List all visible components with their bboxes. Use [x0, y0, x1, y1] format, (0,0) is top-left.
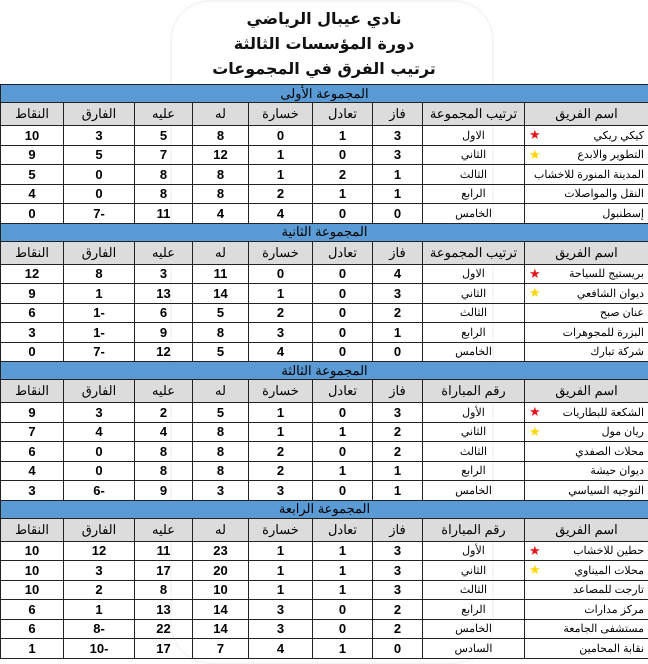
cell-lost: 0	[249, 126, 313, 146]
header-won: فاز	[373, 518, 423, 541]
cell-goals-against: 5	[135, 126, 193, 146]
cell-goals-against: 17	[135, 639, 193, 659]
cell-points: 5	[1, 165, 64, 185]
cell-rank: الخامس	[423, 204, 525, 224]
cell-team-name	[525, 303, 648, 323]
group-title: المجموعة الثانية	[1, 223, 648, 241]
table-row	[1, 342, 648, 362]
group-title: المجموعة الرابعة	[1, 500, 648, 518]
cell-drawn: 0	[313, 303, 373, 323]
cell-goal-diff: -6	[64, 481, 135, 501]
team-name: مركز مدارات	[584, 604, 644, 616]
cell-team-name	[525, 403, 648, 423]
cell-drawn: 1	[313, 580, 373, 600]
team-name: كيكي ريكي	[594, 130, 644, 142]
cell-goal-diff: 2	[64, 580, 135, 600]
cell-won: 1	[373, 165, 423, 185]
cell-points: 9	[1, 284, 64, 304]
cell-rank: الثاني	[423, 145, 525, 165]
cell-lost: 3	[249, 481, 313, 501]
cell-lost: 1	[249, 422, 313, 442]
cell-lost: 1	[249, 165, 313, 185]
cell-goals-for: 5	[193, 403, 249, 423]
header-goal-diff: الفارق	[64, 380, 135, 403]
tournament-name: دورة المؤسسات الثالثة	[0, 31, 648, 56]
cell-rank: الثاني	[423, 561, 525, 581]
cell-lost: 1	[249, 145, 313, 165]
cell-goal-diff: -1	[64, 303, 135, 323]
header-goals-against: عليه	[135, 103, 193, 126]
cell-lost: 4	[249, 204, 313, 224]
header-rank: ترتيب المجموعة	[423, 103, 525, 126]
group-title: المجموعة الثالثة	[1, 362, 648, 380]
table-row	[1, 481, 648, 501]
cell-drawn: 0	[313, 284, 373, 304]
cell-won: 1	[373, 461, 423, 481]
header-won: فاز	[373, 103, 423, 126]
cell-goals-against: 9	[135, 323, 193, 343]
cell-rank: الأول	[423, 541, 525, 561]
cell-team-name	[525, 442, 648, 462]
cell-points: 9	[1, 145, 64, 165]
cell-team-name	[525, 561, 648, 581]
first-place-star-icon: ★	[529, 266, 541, 282]
cell-rank: الثالث	[423, 442, 525, 462]
header-rank: رقم المباراة	[423, 380, 525, 403]
cell-goal-diff: -8	[64, 619, 135, 639]
cell-goals-against: 13	[135, 284, 193, 304]
cell-lost: 1	[249, 403, 313, 423]
header-goals-for: له	[193, 241, 249, 264]
header-points: النقاط	[1, 518, 64, 541]
team-name: ريان مول	[602, 426, 644, 438]
header-goals-for: له	[193, 380, 249, 403]
table-row	[1, 303, 648, 323]
team-name: محلات الصفدي	[575, 446, 644, 458]
cell-team-name	[525, 481, 648, 501]
cell-won: 3	[373, 561, 423, 581]
team-name: البزرة للمجوهرات	[563, 327, 644, 339]
group-title: المجموعة الأولى	[1, 85, 648, 103]
cell-rank: الاول	[423, 264, 525, 284]
cell-won: 2	[373, 600, 423, 620]
cell-rank: الخامس	[423, 342, 525, 362]
cell-goal-diff: 3	[64, 126, 135, 146]
cell-points: 4	[1, 184, 64, 204]
cell-lost: 3	[249, 619, 313, 639]
table-row	[1, 165, 648, 185]
cell-won: 3	[373, 541, 423, 561]
cell-goals-against: 6	[135, 303, 193, 323]
header-lost: خسارة	[249, 380, 313, 403]
cell-goals-against: 8	[135, 580, 193, 600]
cell-drawn: 0	[313, 442, 373, 462]
cell-goals-for: 8	[193, 461, 249, 481]
cell-lost: 1	[249, 580, 313, 600]
cell-goals-against: 11	[135, 541, 193, 561]
cell-rank: الثاني	[423, 422, 525, 442]
team-name: ديوان الشافعي	[577, 288, 644, 300]
cell-goal-diff: 4	[64, 422, 135, 442]
table-row	[1, 442, 648, 462]
cell-points: 6	[1, 600, 64, 620]
team-name: نقابة المحامين	[579, 643, 644, 655]
cell-goals-for: 3	[193, 481, 249, 501]
cell-drawn: 0	[313, 403, 373, 423]
cell-goals-for: 12	[193, 145, 249, 165]
table-row	[1, 541, 648, 561]
cell-goals-against: 2	[135, 403, 193, 423]
first-place-star-icon: ★	[529, 543, 541, 559]
header-drawn: تعادل	[313, 518, 373, 541]
cell-won: 3	[373, 145, 423, 165]
cell-team-name	[525, 264, 648, 284]
table-row	[1, 403, 648, 423]
cell-goals-for: 8	[193, 422, 249, 442]
cell-drawn: 0	[313, 481, 373, 501]
cell-drawn: 0	[313, 619, 373, 639]
group-title-row	[1, 85, 648, 103]
cell-points: 7	[1, 422, 64, 442]
header-won: فاز	[373, 241, 423, 264]
cell-team-name	[525, 145, 648, 165]
cell-drawn: 0	[313, 600, 373, 620]
cell-lost: 4	[249, 639, 313, 659]
table-row	[1, 264, 648, 284]
table-row	[1, 561, 648, 581]
cell-team-name	[525, 184, 648, 204]
second-place-star-icon: ★	[529, 147, 541, 163]
table-row	[1, 145, 648, 165]
cell-goals-for: 14	[193, 600, 249, 620]
cell-won: 2	[373, 619, 423, 639]
cell-won: 0	[373, 342, 423, 362]
team-name: محلات الميناوي	[574, 565, 644, 577]
cell-won: 2	[373, 442, 423, 462]
cell-rank: الرابع	[423, 323, 525, 343]
cell-drawn: 1	[313, 126, 373, 146]
cell-rank: الرابع	[423, 461, 525, 481]
cell-won: 1	[373, 323, 423, 343]
team-name: النقل والمواصلات	[564, 188, 644, 200]
table-row	[1, 204, 648, 224]
cell-points: 10	[1, 561, 64, 581]
cell-points: 6	[1, 619, 64, 639]
cell-drawn: 1	[313, 541, 373, 561]
group-title-row	[1, 223, 648, 241]
header-lost: خسارة	[249, 241, 313, 264]
cell-goal-diff: 12	[64, 541, 135, 561]
team-name: مستشفى الجامعة	[563, 623, 644, 635]
cell-won: 3	[373, 126, 423, 146]
header-goals-for: له	[193, 103, 249, 126]
cell-points: 10	[1, 126, 64, 146]
cell-rank: الأول	[423, 403, 525, 423]
header-goal-diff: الفارق	[64, 103, 135, 126]
second-place-star-icon: ★	[529, 285, 541, 301]
header-rank: رقم المباراة	[423, 518, 525, 541]
cell-team-name	[525, 284, 648, 304]
cell-points: 0	[1, 204, 64, 224]
cell-rank: السادس	[423, 639, 525, 659]
table-row	[1, 619, 648, 639]
cell-points: 0	[1, 342, 64, 362]
header-goal-diff: الفارق	[64, 241, 135, 264]
table-row	[1, 284, 648, 304]
table-row	[1, 422, 648, 442]
cell-goals-for: 4	[193, 204, 249, 224]
cell-points: 10	[1, 580, 64, 600]
header-lost: خسارة	[249, 103, 313, 126]
table-row	[1, 580, 648, 600]
header-goals-for: له	[193, 518, 249, 541]
cell-goals-for: 23	[193, 541, 249, 561]
header-drawn: تعادل	[313, 241, 373, 264]
cell-team-name	[525, 639, 648, 659]
cell-team-name	[525, 323, 648, 343]
cell-points: 1	[1, 639, 64, 659]
cell-won: 0	[373, 639, 423, 659]
cell-rank: الرابع	[423, 600, 525, 620]
header-team-name: اسم الفريق	[525, 103, 648, 126]
cell-points: 4	[1, 461, 64, 481]
cell-rank: الثالث	[423, 165, 525, 185]
cell-lost: 2	[249, 184, 313, 204]
cell-drawn: 0	[313, 264, 373, 284]
cell-team-name	[525, 342, 648, 362]
cell-lost: 1	[249, 561, 313, 581]
header-drawn: تعادل	[313, 380, 373, 403]
team-name: التوجيه السياسي	[568, 485, 644, 497]
cell-goal-diff: 1	[64, 600, 135, 620]
cell-goals-for: 14	[193, 284, 249, 304]
cell-goal-diff: -7	[64, 204, 135, 224]
cell-goals-against: 3	[135, 264, 193, 284]
cell-goals-against: 11	[135, 204, 193, 224]
header-goal-diff: الفارق	[64, 518, 135, 541]
cell-rank: الثالث	[423, 580, 525, 600]
cell-goals-for: 8	[193, 165, 249, 185]
cell-goals-for: 7	[193, 639, 249, 659]
cell-drawn: 0	[313, 342, 373, 362]
cell-rank: الاول	[423, 126, 525, 146]
cell-goal-diff: 0	[64, 442, 135, 462]
cell-won: 2	[373, 303, 423, 323]
column-header-row	[1, 518, 648, 541]
group-title-row	[1, 362, 648, 380]
team-name: حطين للاخشاب	[573, 545, 644, 557]
team-name: بريستيج للسياحة	[569, 268, 644, 280]
cell-team-name	[525, 600, 648, 620]
header-team-name: اسم الفريق	[525, 518, 648, 541]
cell-lost: 2	[249, 303, 313, 323]
cell-won: 3	[373, 284, 423, 304]
cell-team-name	[525, 422, 648, 442]
header-team-name: اسم الفريق	[525, 241, 648, 264]
team-name: عنان صبح	[600, 307, 644, 319]
cell-drawn: 0	[313, 145, 373, 165]
cell-goals-against: 13	[135, 600, 193, 620]
header-drawn: تعادل	[313, 103, 373, 126]
team-name: إسطنبول	[602, 208, 644, 220]
header-team-name: اسم الفريق	[525, 380, 648, 403]
table-row	[1, 600, 648, 620]
header-rank: ترتيب المجموعة	[423, 241, 525, 264]
cell-goals-for: 14	[193, 619, 249, 639]
header-lost: خسارة	[249, 518, 313, 541]
cell-drawn: 0	[313, 323, 373, 343]
cell-goals-for: 5	[193, 342, 249, 362]
cell-lost: 2	[249, 461, 313, 481]
header-points: النقاط	[1, 103, 64, 126]
cell-drawn: 0	[313, 204, 373, 224]
cell-goal-diff: -10	[64, 639, 135, 659]
cell-drawn: 1	[313, 561, 373, 581]
cell-goals-for: 8	[193, 184, 249, 204]
header-goals-against: عليه	[135, 380, 193, 403]
column-header-row	[1, 241, 648, 264]
table-row	[1, 639, 648, 659]
cell-lost: 1	[249, 284, 313, 304]
cell-team-name	[525, 165, 648, 185]
cell-goals-against: 8	[135, 442, 193, 462]
team-name: ديوان حيشة	[590, 465, 644, 477]
cell-lost: 3	[249, 600, 313, 620]
cell-goals-against: 12	[135, 342, 193, 362]
header-goals-against: عليه	[135, 241, 193, 264]
cell-goal-diff: 3	[64, 561, 135, 581]
cell-won: 0	[373, 204, 423, 224]
cell-won: 1	[373, 481, 423, 501]
cell-points: 3	[1, 323, 64, 343]
cell-won: 1	[373, 184, 423, 204]
cell-goal-diff: 3	[64, 403, 135, 423]
header-points: النقاط	[1, 380, 64, 403]
cell-rank: الثالث	[423, 303, 525, 323]
cell-lost: 3	[249, 323, 313, 343]
cell-rank: الخامس	[423, 619, 525, 639]
column-header-row	[1, 103, 648, 126]
cell-drawn: 1	[313, 639, 373, 659]
team-name: تارجت للمصاعد	[573, 584, 644, 596]
second-place-star-icon: ★	[529, 562, 541, 578]
cell-rank: الثاني	[423, 284, 525, 304]
cell-rank: الرابع	[423, 184, 525, 204]
cell-goals-against: 9	[135, 481, 193, 501]
first-place-star-icon: ★	[529, 404, 541, 420]
header-won: فاز	[373, 380, 423, 403]
cell-goals-for: 10	[193, 580, 249, 600]
first-place-star-icon: ★	[529, 127, 541, 143]
cell-won: 3	[373, 580, 423, 600]
cell-drawn: 1	[313, 184, 373, 204]
cell-points: 3	[1, 481, 64, 501]
cell-lost: 4	[249, 342, 313, 362]
cell-goal-diff: 1	[64, 284, 135, 304]
header-goals-against: عليه	[135, 518, 193, 541]
cell-goal-diff: 8	[64, 264, 135, 284]
cell-goals-for: 5	[193, 303, 249, 323]
cell-goal-diff: -7	[64, 342, 135, 362]
cell-goals-for: 20	[193, 561, 249, 581]
team-name: الشكعة للبطاريات	[563, 407, 644, 419]
column-header-row	[1, 380, 648, 403]
cell-team-name	[525, 461, 648, 481]
cell-goals-for: 8	[193, 126, 249, 146]
cell-won: 4	[373, 264, 423, 284]
table-row	[1, 126, 648, 146]
cell-goals-against: 8	[135, 184, 193, 204]
cell-team-name	[525, 126, 648, 146]
cell-team-name	[525, 619, 648, 639]
cell-goal-diff: -1	[64, 323, 135, 343]
cell-points: 6	[1, 442, 64, 462]
cell-goals-against: 8	[135, 461, 193, 481]
cell-won: 3	[373, 403, 423, 423]
cell-goals-against: 22	[135, 619, 193, 639]
cell-won: 2	[373, 422, 423, 442]
cell-points: 9	[1, 403, 64, 423]
cell-team-name	[525, 204, 648, 224]
cell-goals-for: 8	[193, 442, 249, 462]
second-place-star-icon: ★	[529, 424, 541, 440]
cell-goals-against: 17	[135, 561, 193, 581]
document-header	[0, 0, 648, 84]
cell-team-name	[525, 541, 648, 561]
cell-points: 12	[1, 264, 64, 284]
group-title-row	[1, 500, 648, 518]
table-row	[1, 461, 648, 481]
cell-lost: 2	[249, 442, 313, 462]
cell-drawn: 1	[313, 422, 373, 442]
cell-goal-diff: 0	[64, 184, 135, 204]
cell-points: 10	[1, 541, 64, 561]
cell-rank: الخامس	[423, 481, 525, 501]
team-name: المدينة المنورة للاخشاب	[534, 169, 644, 181]
club-name: نادي عيبال الرياضي	[0, 0, 648, 31]
cell-goals-against: 4	[135, 422, 193, 442]
header-points: النقاط	[1, 241, 64, 264]
team-name: شركة تبارك	[590, 346, 644, 358]
cell-goal-diff: 5	[64, 145, 135, 165]
standings-table	[0, 84, 648, 659]
table-row	[1, 323, 648, 343]
cell-goal-diff: 0	[64, 165, 135, 185]
cell-points: 6	[1, 303, 64, 323]
cell-lost: 0	[249, 264, 313, 284]
page-title: ترتيب الفرق في المجموعات	[0, 56, 648, 81]
team-name: التطوير والابدع	[577, 149, 644, 161]
table-row	[1, 184, 648, 204]
cell-drawn: 1	[313, 461, 373, 481]
cell-team-name	[525, 580, 648, 600]
cell-goals-against: 8	[135, 165, 193, 185]
cell-lost: 1	[249, 541, 313, 561]
cell-goal-diff: 0	[64, 461, 135, 481]
cell-goals-against: 7	[135, 145, 193, 165]
cell-goals-for: 11	[193, 264, 249, 284]
cell-goals-for: 8	[193, 323, 249, 343]
cell-drawn: 2	[313, 165, 373, 185]
